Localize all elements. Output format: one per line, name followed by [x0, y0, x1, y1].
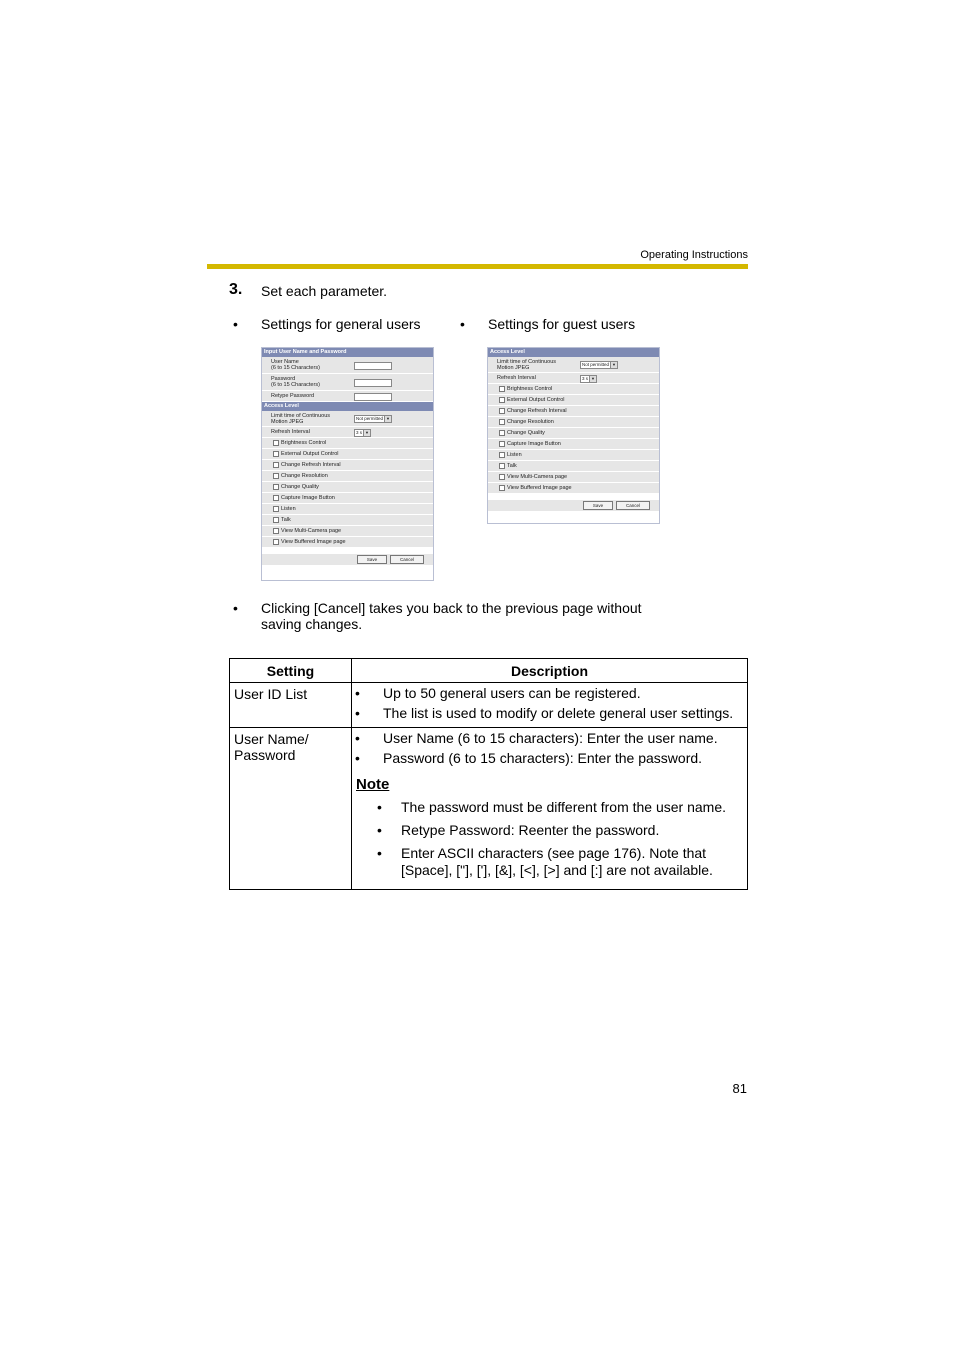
- step-number: 3.: [229, 281, 243, 298]
- header-description: Description: [352, 659, 748, 683]
- save-button[interactable]: Save: [357, 555, 387, 564]
- list-item: • Up to 50 general users can be registered.: [355, 685, 641, 701]
- guest-checkbox-row: [488, 450, 659, 461]
- general-checkbox-label: Change Resolution: [281, 473, 328, 479]
- password-row: [262, 374, 433, 391]
- guest-checkbox[interactable]: [499, 430, 505, 436]
- guest-checkbox-row: [488, 395, 659, 406]
- guest-checkbox-label: View Buffered Image page: [507, 485, 572, 491]
- limit-time-label-2: Motion JPEG: [271, 418, 304, 425]
- cancel-note-line-2: saving changes.: [261, 616, 363, 632]
- general-checkbox[interactable]: [273, 506, 279, 512]
- list-item: • Retype Password: Reenter the password.: [377, 822, 660, 838]
- guest-checkbox[interactable]: [499, 386, 505, 392]
- setting-user-name-password: User Name/ Password: [230, 728, 352, 890]
- guest-panel-footer: [488, 500, 659, 511]
- general-checkbox-label: Talk: [281, 517, 291, 523]
- guest-checkbox[interactable]: [499, 485, 505, 491]
- guest-save-button[interactable]: Save: [583, 501, 613, 510]
- user-name-hint: (6 to 15 Characters): [271, 365, 320, 371]
- user-name-input[interactable]: [354, 362, 392, 370]
- guest-refresh-interval-row: [488, 373, 659, 384]
- general-checkbox[interactable]: [273, 451, 279, 457]
- refresh-interval-label: Refresh Interval: [271, 429, 310, 435]
- cancel-note: [261, 600, 642, 632]
- header-title: Operating Instructions: [640, 249, 748, 261]
- general-checkbox-label: Listen: [281, 506, 296, 512]
- guest-checkbox[interactable]: [499, 463, 505, 469]
- user-name-row: [262, 357, 433, 374]
- setting-user-id-list: User ID List: [230, 683, 352, 728]
- refresh-interval-select[interactable]: [354, 429, 371, 437]
- page-number: 81: [732, 1081, 747, 1096]
- general-checkbox-label: External Output Control: [281, 451, 339, 457]
- access-level-section-header: Access Level: [262, 402, 433, 411]
- password-input[interactable]: [354, 379, 392, 387]
- guest-limit-time-label-2: Motion JPEG: [497, 364, 530, 371]
- list-item: • Enter ASCII characters (see page 176). Note that [Space], ["], ['], [&], [<], [>] and [:] are not available.: [377, 845, 713, 878]
- general-checkbox-row: [262, 504, 433, 515]
- general-checkbox[interactable]: [273, 539, 279, 545]
- general-users-heading: Settings for general users: [261, 316, 421, 332]
- general-checkbox[interactable]: [273, 528, 279, 534]
- guest-refresh-interval-label: Refresh Interval: [497, 375, 536, 381]
- guest-checkbox-row: [488, 461, 659, 472]
- guest-users-heading: Settings for guest users: [488, 316, 636, 332]
- general-checkbox-row: [262, 438, 433, 449]
- bullet-cancel-note: •: [233, 600, 238, 616]
- guest-cancel-button[interactable]: Cancel: [616, 501, 650, 510]
- general-checkbox[interactable]: [273, 517, 279, 523]
- general-checkbox-label: Change Refresh Interval: [281, 462, 341, 468]
- bullet-guest: •: [460, 316, 465, 332]
- limit-time-select[interactable]: [354, 415, 392, 423]
- bullet-general: •: [233, 316, 238, 332]
- retype-password-row: [262, 391, 433, 402]
- refresh-interval-value: 3 s: [356, 430, 363, 435]
- chevron-down-icon: ▼: [363, 430, 370, 436]
- guest-limit-time-label: Limit time of Continuous: [497, 358, 556, 365]
- guest-checkbox-row: [488, 428, 659, 439]
- guest-checkbox-label: Change Quality: [507, 430, 545, 436]
- step-text: Set each parameter.: [261, 283, 388, 299]
- cancel-note-line-1: Clicking [Cancel] takes you back to the previous page without: [261, 600, 642, 616]
- header-rule: [207, 264, 748, 269]
- guest-checkbox[interactable]: [499, 452, 505, 458]
- refresh-interval-row: [262, 427, 433, 438]
- guest-checkbox-row: [488, 439, 659, 450]
- description-user-name-password: [352, 728, 748, 890]
- guest-checkbox-label: Talk: [507, 463, 517, 469]
- retype-password-input[interactable]: [354, 393, 392, 401]
- description-user-id-list: [352, 683, 748, 728]
- guest-checkbox-row: [488, 472, 659, 483]
- list-item: • The list is used to modify or delete general user settings.: [355, 705, 734, 721]
- guest-checkbox[interactable]: [499, 397, 505, 403]
- guest-limit-time-row: [488, 357, 659, 373]
- limit-time-row: [262, 411, 433, 427]
- general-checkbox-label: View Multi-Camera page: [281, 528, 342, 534]
- guest-checkbox-label: Listen: [507, 452, 522, 458]
- guest-checkbox-label: View Multi-Camera page: [507, 474, 568, 480]
- guest-checkbox[interactable]: [499, 419, 505, 425]
- general-checkbox-row: [262, 515, 433, 526]
- guest-limit-time-value: Not permitted: [582, 362, 610, 367]
- guest-refresh-interval-select[interactable]: [580, 375, 597, 383]
- general-checkbox-row: [262, 493, 433, 504]
- password-hint: (6 to 15 Characters): [271, 382, 320, 388]
- limit-time-label: Limit time of Continuous: [271, 412, 330, 419]
- guest-checkbox[interactable]: [499, 408, 505, 414]
- guest-limit-time-select[interactable]: [580, 361, 618, 369]
- guest-checkbox-row: [488, 417, 659, 428]
- guest-checkbox-label: External Output Control: [507, 397, 565, 403]
- general-checkbox[interactable]: [273, 484, 279, 490]
- table-row: [230, 728, 748, 890]
- general-checkbox[interactable]: [273, 462, 279, 468]
- general-panel-footer: [262, 554, 433, 565]
- guest-checkbox-label: Change Refresh Interval: [507, 408, 567, 414]
- general-checkbox[interactable]: [273, 495, 279, 501]
- guest-checkbox-row: [488, 384, 659, 395]
- chevron-down-icon: ▼: [610, 362, 617, 368]
- general-checkbox[interactable]: [273, 440, 279, 446]
- general-checkbox-row: [262, 482, 433, 493]
- general-checkbox-label: View Buffered Image page: [281, 539, 346, 545]
- general-checkbox-label: Brightness Control: [281, 440, 327, 446]
- cancel-button[interactable]: Cancel: [390, 555, 424, 564]
- limit-time-value: Not permitted: [356, 416, 384, 421]
- list-item: • User Name (6 to 15 characters): Enter the user name.: [355, 730, 718, 746]
- guest-checkbox[interactable]: [499, 474, 505, 480]
- guest-checkbox-label: Capture Image Button: [507, 441, 561, 447]
- general-checkbox-label: Capture Image Button: [281, 495, 335, 501]
- list-item: • Password (6 to 15 characters): Enter the password.: [355, 750, 703, 766]
- guest-settings-panel: [487, 347, 660, 524]
- table-header-row: [230, 659, 748, 683]
- password-label: Password: [271, 376, 296, 382]
- settings-table: [229, 658, 748, 890]
- general-checkbox[interactable]: [273, 473, 279, 479]
- user-name-label: User Name: [271, 359, 299, 365]
- chevron-down-icon: ▼: [384, 416, 391, 422]
- general-settings-panel: [261, 347, 434, 581]
- guest-checkbox-row: [488, 406, 659, 417]
- table-row: [230, 683, 748, 728]
- retype-password-label: Retype Password: [271, 393, 315, 399]
- general-checkbox-label: Change Quality: [281, 484, 319, 490]
- general-checkbox-row: [262, 537, 433, 548]
- note-title: Note: [356, 776, 390, 793]
- general-checkbox-row: [262, 460, 433, 471]
- guest-access-level-header: Access Level: [488, 348, 659, 357]
- general-checkbox-row: [262, 449, 433, 460]
- chevron-down-icon: ▼: [589, 376, 596, 382]
- general-checkbox-row: [262, 526, 433, 537]
- guest-checkbox-label: Change Resolution: [507, 419, 554, 425]
- header-setting: Setting: [230, 659, 352, 683]
- guest-checkbox[interactable]: [499, 441, 505, 447]
- general-checkbox-row: [262, 471, 433, 482]
- guest-refresh-interval-value: 3 s: [582, 376, 589, 381]
- guest-checkbox-row: [488, 483, 659, 494]
- guest-checkbox-label: Brightness Control: [507, 386, 553, 392]
- list-item: • The password must be different from the user name.: [377, 799, 727, 815]
- input-user-section-header: Input User Name and Password: [262, 348, 433, 357]
